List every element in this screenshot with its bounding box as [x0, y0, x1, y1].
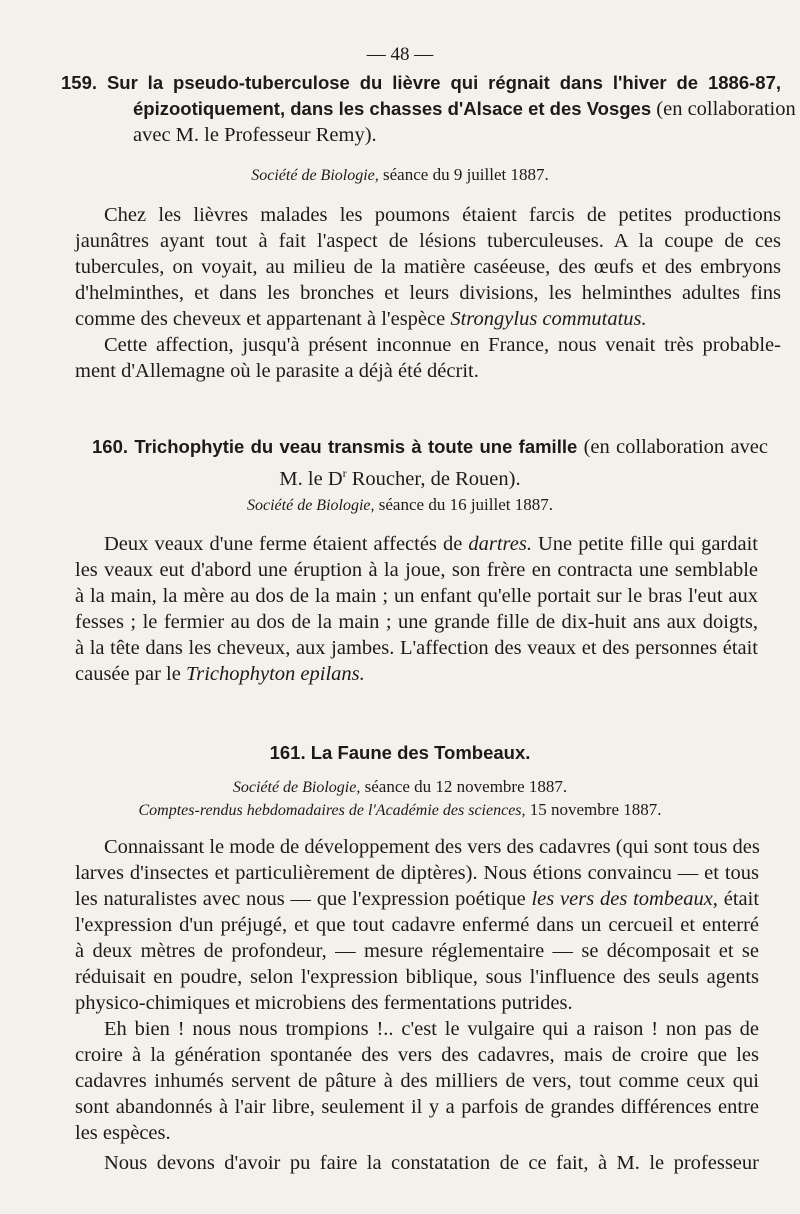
section-159-title-text: Sur la pseudo-tuberculose du lièvre qui régnait dans l'hiver de 1886-87, — [106, 72, 782, 93]
section-161-para1-line-7: physico-chimiques et microbiens des fermentations putrides. — [75, 992, 573, 1014]
section-159-source-date: séance du 9 juillet 1887. — [383, 165, 549, 184]
section-160-para-text: Deux veaux d'une ferme étaient affectés de — [104, 533, 463, 555]
section-159-collab: (en collaboration — [656, 98, 796, 120]
section-159-para2-line-2: ment d'Allemagne où le parasite a déjà été décrit. — [75, 360, 479, 382]
section-159-para1-line-1: Chez les lièvres malades les poumons étaient farcis de petites productions — [104, 204, 781, 226]
section-161-para1-line-4: l'expression d'un préjugé, et que tout cadavre enfermé dans un cercueil et enterré — [75, 914, 759, 936]
section-160-title-line-1 — [92, 434, 768, 460]
section-159-para1-line-5 — [75, 306, 647, 332]
section-159-collab-line: avec M. le Professeur Remy). — [133, 124, 377, 146]
section-161-para1-line-2: larves d'insectes et particulièrement de diptères). Nous étions convaincu — et tous — [75, 862, 759, 884]
section-161-para2-line-1: Eh bien ! nous nous trompions !.. c'est le vulgaire qui a raison ! non pas de — [104, 1018, 759, 1040]
section-161-para1-line-5: à deux mètres de profondeur, — mesure réglementaire — se décomposait et se — [75, 940, 759, 962]
section-160-para-text-2: Une petite fille qui gardait — [538, 533, 758, 555]
section-160-species: Trichophyton epilans. — [185, 663, 365, 685]
section-161-para2-line-2: croire à la génération spontanée des vers des cadavres, mais de croire que les — [75, 1044, 759, 1066]
section-160-source-date: séance du 16 juillet 1887. — [378, 495, 553, 514]
section-161-para3-line-1: Nous devons d'avoir pu faire la constatation de ce fait, à M. le professeur — [104, 1152, 759, 1174]
section-161-vers-des-tombeaux: les vers des tombeaux, — [531, 888, 718, 910]
section-161-para1-line-1: Connaissant le mode de développement des vers des cadavres (qui sont tous des — [104, 836, 760, 858]
section-159-source-journal: Société de Biologie, — [251, 167, 379, 184]
section-161-source-2 — [0, 797, 800, 824]
section-160-number: 160. — [92, 436, 129, 457]
section-160-para-text-3: causée par le — [75, 663, 181, 685]
section-159-para1-text: comme des cheveux et appartenant à l'espèce — [75, 308, 446, 330]
section-159-title-line-2 — [133, 96, 796, 122]
section-160-collab: (en collaboration avec — [583, 436, 769, 458]
section-160-source-journal: Société de Biologie, — [247, 497, 375, 514]
section-160-para-line-1 — [104, 531, 758, 557]
section-161-para1-text: les naturalistes avec nous — que l'expression poétique — [75, 888, 526, 910]
section-160-source — [0, 492, 800, 519]
section-161-source-1-journal: Société de Biologie, — [232, 779, 361, 796]
section-160-collab-suffix: Roucher, de Rouen). — [346, 467, 521, 490]
section-160-para-line-5: à la tête dans les cheveux, aux jambes. L'affection des veaux et des personnes était — [75, 637, 758, 659]
section-159-source — [0, 162, 800, 189]
section-160-dartres: dartres. — [468, 533, 532, 555]
section-161-title: 161. La Faune des Tombeaux. — [269, 742, 531, 763]
page-number: — 48 — — [366, 44, 434, 65]
section-160-title-text: Trichophytie du veau transmis à toute une famille — [134, 436, 578, 457]
section-161-source-2-date: 15 novembre 1887. — [529, 800, 662, 819]
section-159-title-line-1 — [61, 70, 781, 96]
section-159-para1-line-4: d'helminthes, et dans les bronches et leurs divisions, les helminthes adultes fins — [75, 282, 781, 304]
section-160-collab-prefix: M. le D — [279, 467, 343, 490]
section-161-para2-line-3: cadavres inhumés servent de pâture à des milliers de vers, tout comme ceux qui — [75, 1070, 759, 1092]
section-161-para1-text-2: était — [723, 888, 760, 910]
section-159-number: 159. — [61, 72, 98, 93]
section-159-species: Strongylus commutatus. — [450, 308, 647, 330]
section-160-para-line-6 — [75, 661, 365, 687]
section-161-para2-line-4: sont abandonnés à l'air libre, seulement il y a parfois de grandes différences entre — [75, 1096, 759, 1118]
section-159-title-text-2: épizootiquement, dans les chasses d'Alsace et des Vosges — [133, 98, 652, 119]
section-160-collab-line — [0, 460, 800, 492]
section-160-para-line-2: les veaux eut d'abord une éruption à la joue, son frère en contracta une semblable — [75, 559, 758, 581]
section-161-source-1-date: séance du 12 novembre 1887. — [364, 777, 568, 796]
section-160-collab-sup: r — [342, 466, 347, 480]
section-159-para1-line-2: jaunâtres ayant tout à fait l'aspect de lésions tuberculeuses. A la coupe de ces — [75, 230, 781, 252]
section-160-para-line-4: fesses ; le fermier au dos de la main ; une grande fille de dix-huit ans aux doigts, — [75, 611, 758, 633]
section-161-para1-line-3 — [75, 886, 759, 912]
section-159-para2-line-1: Cette affection, jusqu'à présent inconnue en France, nous venait très probable- — [104, 334, 781, 356]
section-159-para1-line-3: tubercules, on voyait, au milieu de la matière caséeuse, des œufs et des embryons — [75, 256, 781, 278]
section-161-para2-line-5: les espèces. — [75, 1122, 171, 1144]
section-161-source-2-journal: Comptes-rendus hebdomadaires de l'Académie des sciences, — [138, 802, 526, 819]
section-161-para1-line-6: réduisait en poudre, selon l'expression biblique, sous l'influence des seuls agents — [75, 966, 759, 988]
section-160-para-line-3: à la main, la mère au dos de la main ; un enfant qu'elle portait sur le bras l'eut aux — [75, 585, 758, 607]
